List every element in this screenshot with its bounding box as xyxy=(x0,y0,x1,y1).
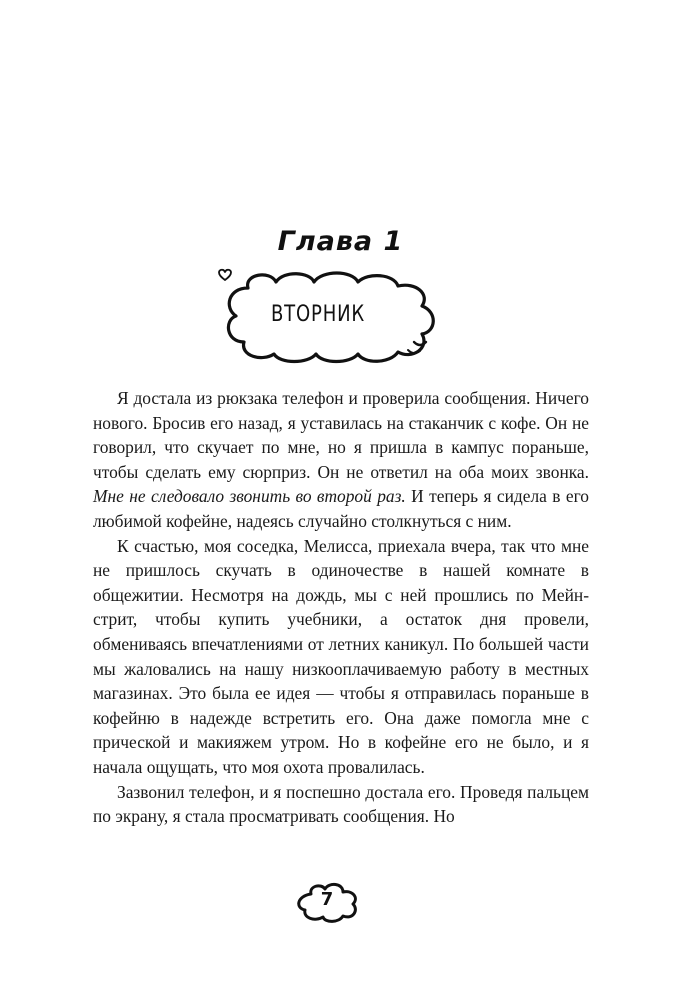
chapter-title: Глава 1 xyxy=(277,226,404,257)
heart-icon xyxy=(218,268,232,282)
paragraph-italic-text: Мне не следовало звонить во второй раз. xyxy=(93,486,406,507)
page-number: 7 xyxy=(320,889,334,910)
paragraph-text: Зазвонил телефон, и я поспешно достала его. Проведя пальцем по экрану, я стала просматривать сообщения. Но xyxy=(93,781,589,827)
paragraph xyxy=(93,534,589,780)
paragraph xyxy=(93,780,589,829)
paragraph-text: Я достала из рюкзака телефон и проверила сообщения. Ничего нового. Бросив его назад, я уставилась на стаканчик с кофе. Он не говорил, что скучает по мне, но я пришла в кампус пораньше, чтобы сделать ему сюрприз. Он не ответил на оба моих звонка. xyxy=(93,388,589,482)
chapter-day-label: ВТОРНИК xyxy=(270,302,366,327)
page-number-badge xyxy=(293,880,361,924)
chapter-body-text xyxy=(93,386,589,829)
chapter-day-badge xyxy=(218,268,446,364)
paragraph-text: И теперь я сидела в его любимой кофейне, надеясь случайно столкнуться с ним. xyxy=(93,486,589,531)
paragraph xyxy=(93,386,589,534)
paragraph-text: К счастью, моя соседка, Мелисса, приехала вчера, так что мне не пришлось скучать в одиночестве в нашей комнате в общежитии. Несмотря на дождь, мы с ней прошлись по Мейн-стрит, чтобы купить учебники, а остаток дня провели, обмениваясь впечатлениями от летних каникул. По большей части мы жаловались на нашу низкооплачиваемую работу в местных магазинах. Это была ее идея — чтобы я отправилась пораньше в кофейню в надежде встретить его. Она даже помогла мне с прической и макияжем утром. Но в кофейне его не было, и я начала ощущать, что моя охота провалилась. xyxy=(93,535,589,777)
